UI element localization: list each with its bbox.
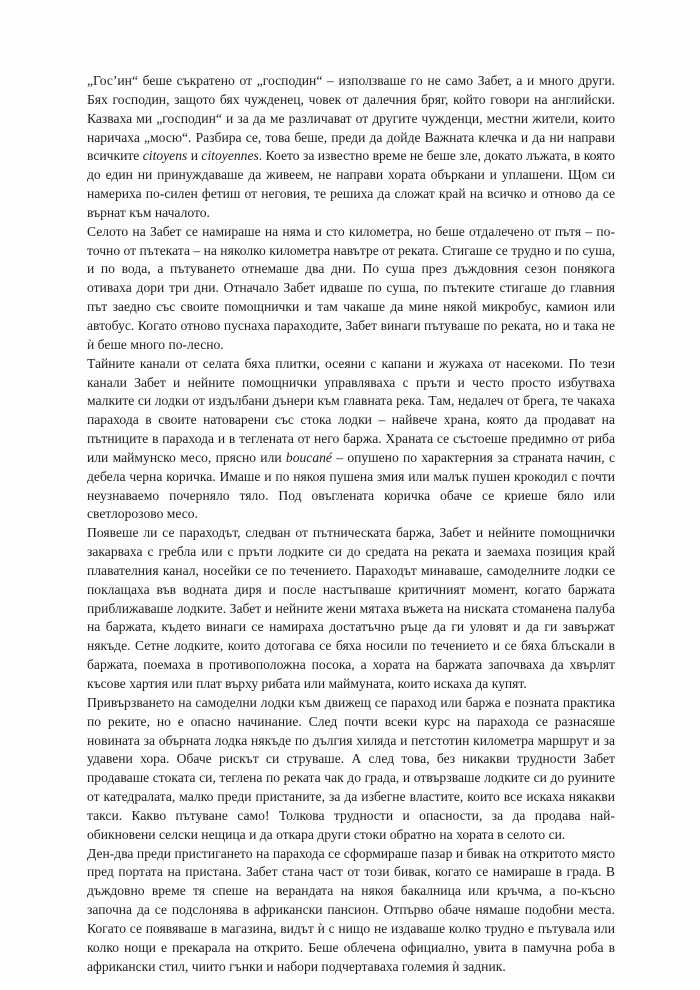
text-run: Ден-два преди пристигането на парахода се сформираше пазар и бивак на откритото място пред портата на пристана. Забет стана част от този бивак, когато се намираше в града. В дъждовно време тя спеше на верандата на някоя бакалница или кръчма, а по-късно започна да се подслонява в африкански пансион. Отпърво обаче нямаше подобни места. Когато се появяваше в магазина, видът ѝ с нищо не издаваше колко трудно е пътувала или колко нощи е прекарала на открито. Беше облечена официално, увита в памучна роба в африкански стил, чиито гънки и набори подчертаваха големия ѝ задник. bbox=[87, 845, 615, 974]
italic-term: citoyens bbox=[142, 148, 188, 164]
paragraph-3 bbox=[87, 355, 615, 525]
paragraph-5 bbox=[87, 694, 615, 845]
text-run: . Което за известно време не беше зле, докато лъжата, в която до един ни принуждаваше да живеем, не направи хората объркани и уплашени. Щом си намериха по-силен фетиш от неговия, те решиха да сложат край на всичко и отново да се върнат към началото. bbox=[87, 148, 615, 220]
italic-term: citoyennes bbox=[201, 148, 259, 164]
italic-term: boucané bbox=[285, 449, 332, 465]
text-run: Привързването на самоделни лодки към движещ се параход или баржа е позната практика по реките, но е опасно начинание. След почти всеки курс на парахода се разнасяше новината за обърната лодка някъде по дългия хиляда и петстотин километра маршрут и за удавени хора. Обаче рискът си струваше. А след това, без никакви трудности Забет продаваше стоката си, теглена по реката чак до града, и отвързваше лодките си до руините от катедралата, малко преди пристаните, за да избегне властите, които все искаха някакви такси. Какво пътуване само! Толкова трудности и опасности, за да продава най-обикновени селски нещица и да откара други стоки обратно на хората в селото си. bbox=[87, 694, 615, 842]
text-run: и bbox=[187, 148, 202, 164]
paragraph-4 bbox=[87, 524, 615, 694]
body-text bbox=[87, 72, 615, 977]
text-run: Тайните канали от селата бяха плитки, осеяни с капани и жужаха от насекоми. По тези канали Забет и нейните помощнички управляваха с пръти и често просто избутваха малките си лодки от издълбани дънери към главната река. Там, недалеч от брега, те чакаха парахода в своите натоварени със стока лодки – найвече храна, която да продават на пътниците в парахода и в теглената от него баржа. Храната се състоеше предимно от риба или маймунско месо, прясно или bbox=[87, 355, 615, 465]
text-run: „Гос’ин“ беше съкратено от „господин“ – използваше го не само Забет, а и много други. Бях господин, защото бях чужденец, човек от далечния бряг, който говори на английски. Казваха ми „господин“ и за да ме различават от другите чужденци, местни жители, които наричаха „мосю“. Разбира се, това беше, преди да дойде Важната клечка и да ни направи всичките bbox=[87, 73, 615, 164]
paragraph-6 bbox=[87, 845, 615, 977]
paragraph-1 bbox=[87, 72, 615, 223]
text-run: Появеше ли се параходът, следван от пътническата баржа, Забет и нейните помощнички закарваха с гребла или с пръти лодките си до средата на реката и заемаха позиция край плавателния канал, носейки се по течението. Параходът минаваше, самоделните лодки се поклащаха във водната диря и после настъпваше критичният момент, когато баржата приближаваше лодките. Забет и нейните жени мятаха въжета на ниската стоманена палуба на баржата, където винаги се намираха достатъчно ръце да ги уловят и да ги завържат някъде. Сетне лодките, които дотогава се бяха носили по течението и се бяха блъскали в баржата, поемаха в противоположна посока, а хората на баржата започваха да хвърлят късове хартия или плат върху рибата или маймуната, които искаха да купят. bbox=[87, 525, 615, 691]
text-run: Селото на Забет се намираше на няма и сто километра, но беше отдалечено от пътя – по-точно от пътеката – на няколко километра навътре от реката. Стигаше се трудно и по суша, и по вода, а пътуването отнемаше два дни. По суша през дъждовния сезон понякога отиваха дори три дни. Отначало Забет идваше по суша, по пътеките стигаше до главния път заедно със своите помощнички и там чакаше да мине някой микробус, камион или автобус. Когато отново пуснаха параходите, Забет винаги пътуваше по реката, но и така не ѝ беше много по-лесно. bbox=[87, 223, 615, 352]
paragraph-2 bbox=[87, 223, 615, 355]
text-run: – опушено по характерния за страната начин, с дебела черна коричка. Имаше и по някоя пушена змия или малък пушен крокодил с почти неузнаваемо почерняло тяло. Под овъглената коричка обаче се криеше бяло или светлорозово месо. bbox=[87, 449, 615, 522]
